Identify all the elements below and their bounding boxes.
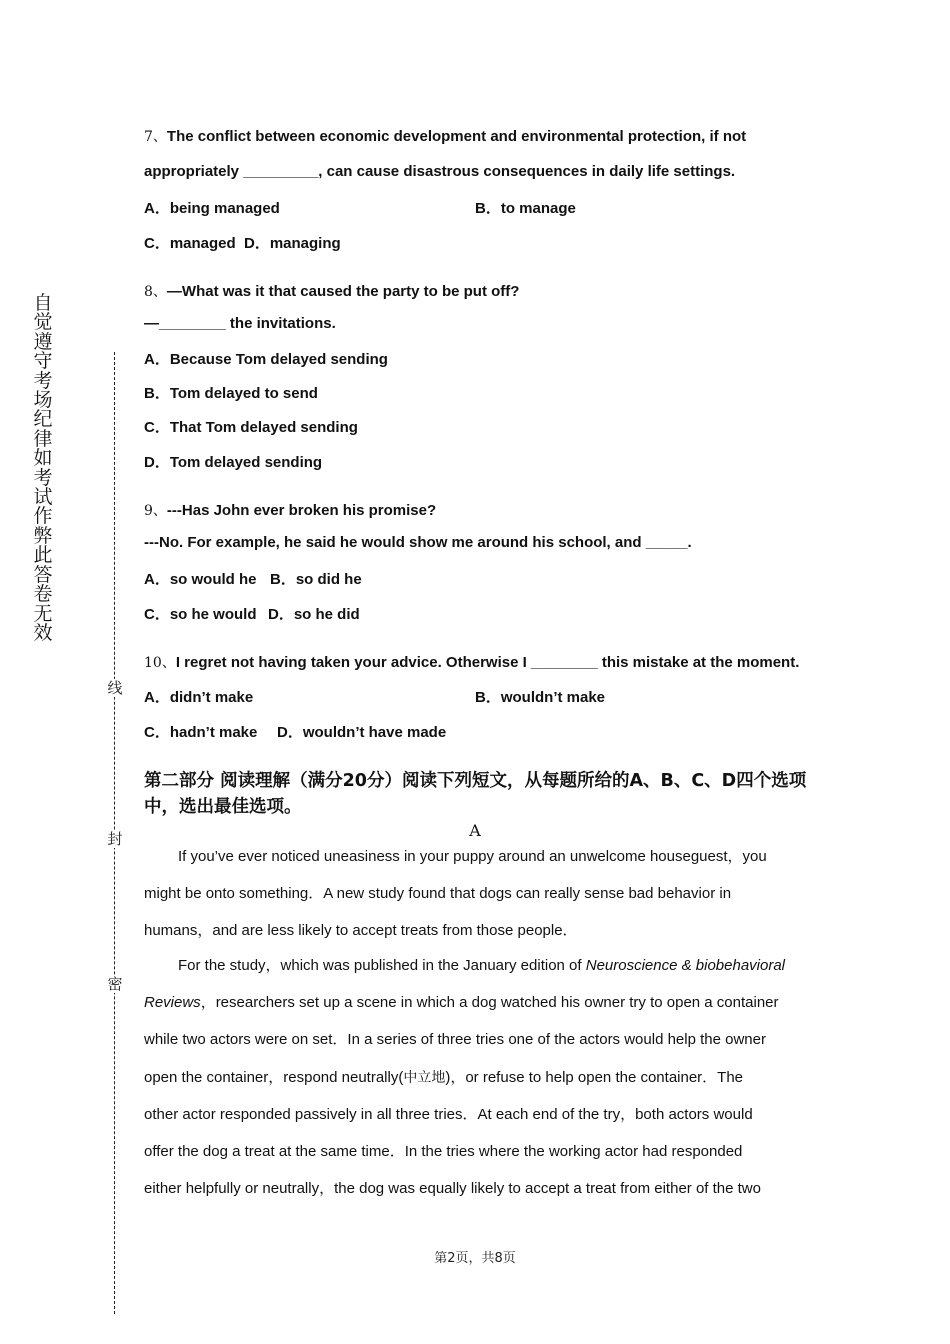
passage-line-3: humans，and are less likely to accept treats from those people． [144,922,578,939]
question-8-option-b[interactable]: B．Tom delayed to send [144,385,318,402]
passage-line-9: offer the dog a treat at the same time．In the tries where the working actor had responded [144,1143,743,1160]
question-10-number: 10、 [144,655,176,671]
question-9-option-d[interactable]: D．so he did [268,606,360,623]
passage-line-8: other actor responded passively in all three tries．At each end of the try，both actors would [144,1106,753,1123]
question-10-option-c[interactable]: C．hadn’t make [144,724,258,741]
question-9-option-a[interactable]: A．so would he [144,571,257,588]
question-8-option-c[interactable]: C．That Tom delayed sending [144,419,358,436]
passage-line-10: either helpfully or neutrally，the dog was equally likely to accept a treat from either of the two [144,1180,761,1197]
question-9-stem-line1: 9、---Has John ever broken his promise? [144,502,437,519]
exam-discipline-notice: 自觉遵守考场纪律如考试作弊此答卷无效 [33,292,53,644]
passage-line-7: open the container，respond neutrally(中立地)，or refuse to help open the container．The [144,1069,744,1086]
question-7-option-b[interactable]: B．to manage [475,200,576,217]
passage-line-6: while two actors were on set．In a series of three tries one of the actors would help the owner [144,1031,766,1048]
question-8-number: 8、 [144,284,167,300]
question-7-number: 7、 [144,129,167,145]
seal-label-seal: 封 [105,830,125,848]
journal-title-end: Reviews [144,994,201,1011]
passage-line-4: For the study，which was published in the January edition of Neuroscience & biobehavioral [178,957,786,974]
question-7-option-a[interactable]: A．being managed [144,200,280,217]
page-footer: 第2页，共8页 [434,1251,516,1266]
question-7-stem-line1: 7、The conflict between economic development and environmental protection, if not [144,128,747,145]
passage-line-2: might be onto something．A new study found that dogs can really sense bad behavior in [144,885,732,902]
question-9-option-b[interactable]: B．so did he [270,571,362,588]
passage-label: A [469,821,481,840]
section-2-heading: 第二部分 阅读理解（满分20分）阅读下列短文，从每题所给的A、B、C、D四个选项中，选出最佳选项。 [144,771,807,817]
question-8-stem-line1: 8、—What was it that caused the party to be put off? [144,283,520,300]
question-7-stem-line2: appropriately _________, can cause disastrous consequences in daily life settings. [144,163,736,180]
question-10-option-b[interactable]: B．wouldn’t make [475,689,606,706]
question-10-stem-line1: 10、I regret not having taken your advice. Otherwise I ________ this mistake at the moment. [144,654,800,671]
question-10-option-d[interactable]: D．wouldn’t have made [277,724,447,741]
question-8-stem-line2: —________ the invitations. [144,315,336,332]
question-8-option-a[interactable]: A．Because Tom delayed sending [144,351,388,368]
question-7-option-d[interactable]: D．managing [244,235,341,252]
passage-line-5: Reviews，researchers set up a scene in which a dog watched his owner try to open a container [144,994,779,1011]
question-7-option-c[interactable]: C．managed [144,235,236,252]
journal-title: Neuroscience & biobehavioral [585,957,786,974]
question-9-number: 9、 [144,503,167,519]
question-10-option-a[interactable]: A．didn’t make [144,689,254,706]
question-9-stem-line2: ---No. For example, he said he would show me around his school, and _____. [144,534,692,551]
gloss-chinese: 中立地 [403,1070,446,1086]
passage-line-1: If you’ve ever noticed uneasiness in your puppy around an unwelcome houseguest，you [178,848,767,865]
seal-label-secret: 密 [105,975,125,993]
seal-label-line: 线 [105,679,125,697]
question-8-option-d[interactable]: D．Tom delayed sending [144,454,323,471]
question-9-option-c[interactable]: C．so he would [144,606,257,623]
